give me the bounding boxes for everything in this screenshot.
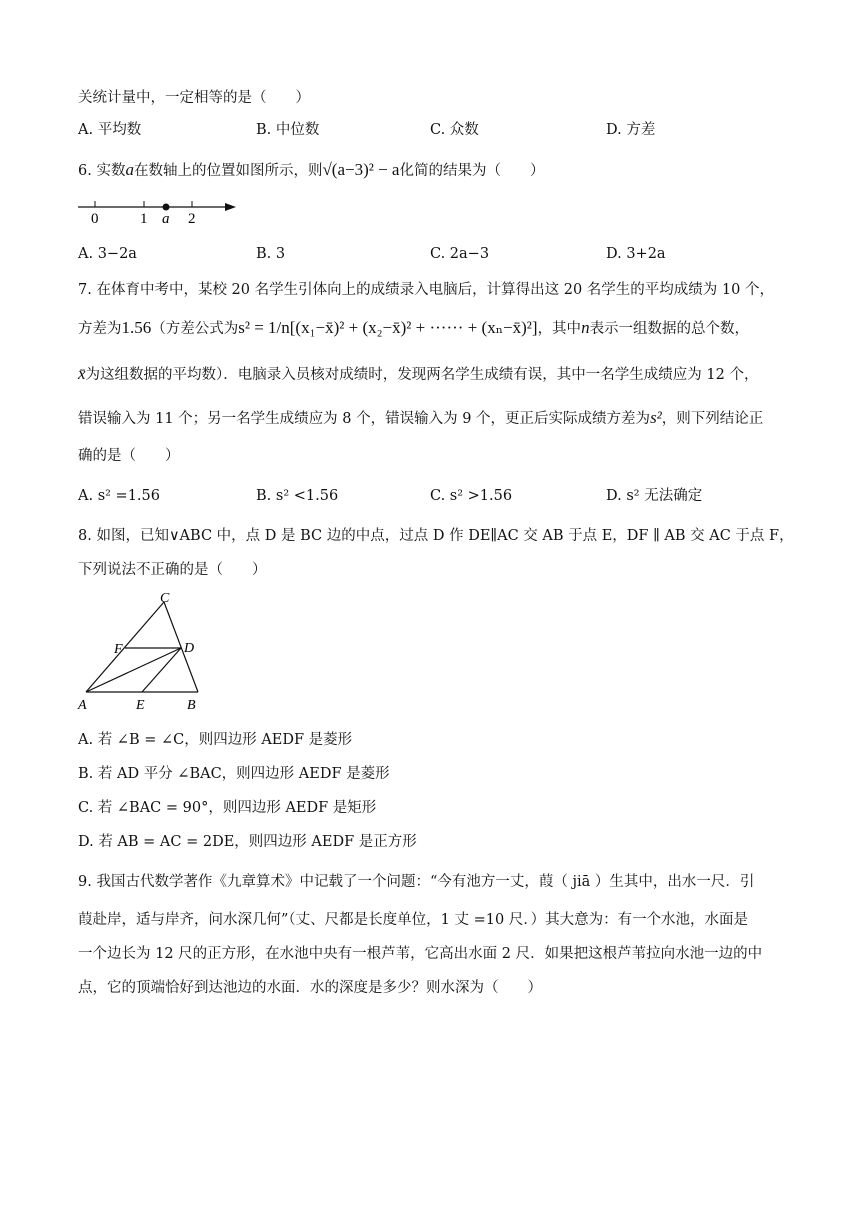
q7-line3-text: 为这组数据的平均数）．电脑录入员核对成绩时，发现两名学生成绩有误，其中一名学生成绩应为 12 个， [85,367,759,383]
segment-ed [142,648,181,692]
variance-formula: s² = 1/n[(x₁−x̄)² + (x₂−x̄)² + ······ + (xₙ−x̄)²] [238,318,538,337]
q7-line3-xbar: x̄ [78,364,86,383]
q6-options [78,244,778,264]
q6-formula: √(a−3)² − a [322,160,400,179]
q8-line1: 8. 如图，已知∨ABC 中，点 D 是 BC 边的中点，过点 D 作 DE∥AC 交 AB 于点 E，DF ∥ AB 交 AC 于点 F， [78,528,794,544]
q8-option-b: B. 若 AD 平分 ∠BAC，则四边形 AEDF 是菱形 [78,766,390,782]
q6-mid: 在数轴上的位置如图所示，则 [133,163,323,179]
q9-line1: 9. 我国古代数学著作《九章算术》中记载了一个问题：“今有池方一丈，葭（ jiā ）生其中，出水一尺．引 [78,874,755,890]
triangle-figure [74,592,214,714]
q7-option-b: B. s² <1.56 [256,488,339,504]
q5-tail: 关统计量中，一定相等的是（ ） [78,90,310,106]
q6-option-c: C. 2a−3 [430,246,490,262]
q7-line5: 确的是（ ） [78,448,180,464]
q6-option-a: A. 3−2a [78,246,137,262]
q5-option-d: D. 方差 [606,122,656,138]
axis-label-a: a [162,211,170,226]
q8-option-c: C. 若 ∠BAC = 90°，则四边形 AEDF 是矩形 [78,800,377,816]
q7-line2-d: 表示一组数据的总个数， [589,321,750,337]
q6-var-a: a [125,160,134,179]
q9-line2: 葭赴岸，适与岸齐，问水深几何”（丈、尺都是长度单位，1 丈 =10 尺．）其大意为：有一个水池，水面是 [78,912,749,928]
q8-option-a: A. 若 ∠B = ∠C，则四边形 AEDF 是菱形 [78,732,353,748]
q6-tail: 化简的结果为（ ） [399,163,545,179]
label-e: E [136,698,145,713]
label-a: A [78,698,87,713]
q7-option-a: A. s² =1.56 [78,488,160,504]
q7-line3 [78,364,758,385]
q7-line2 [78,318,749,339]
q6-stem [78,160,544,181]
q6-option-d: D. 3+2a [606,246,666,262]
label-d: D [184,641,195,656]
q7-line2-c: ，其中 [537,321,582,337]
q7-line1: 7. 在体育中考中，某校 20 名学生引体向上的成绩录入电脑后，计算得出这 20 名学生的平均成绩为 10 个， [78,282,774,298]
segment-ad [86,648,181,692]
q7-line4 [78,408,763,429]
q6-option-b: B. 3 [256,246,286,262]
q6-lead: 6. 实数 [78,163,126,179]
q7-line4-b: ，则下列结论正 [661,411,764,427]
q9-line3: 一个边长为 12 尺的正方形，在水池中央有一根芦苇，它高出水面 2 尺．如果把这根芦苇拉向水池一边的中 [78,946,763,962]
q7-options [78,486,778,506]
label-c: C [160,592,170,606]
axis-label-2: 2 [188,211,196,226]
q5-options [78,120,778,140]
q7-option-c: C. s² >1.56 [430,488,513,504]
axis-label-1: 1 [140,211,148,226]
q7-line2-value: 1.56 [121,318,152,337]
q8-line2: 下列说法不正确的是（ ） [78,562,267,578]
number-line-arrow [225,203,236,211]
axis-label-0: 0 [91,211,99,226]
q7-option-d: D. s² 无法确定 [606,488,703,504]
q5-option-c: C. 众数 [430,122,479,138]
label-f: F [114,642,123,657]
side-ac [86,602,164,692]
q5-option-b: B. 中位数 [256,122,320,138]
q8-option-d: D. 若 AB = AC = 2DE，则四边形 AEDF 是正方形 [78,834,417,850]
q5-option-a: A. 平均数 [78,122,142,138]
q7-line2-b: （方差公式为 [151,321,239,337]
point-a [163,204,170,211]
number-line [78,196,248,226]
q9-line4: 点，它的顶端恰好到达池边的水面．水的深度是多少？则水深为（ ） [78,980,542,996]
q7-line2-a: 方差为 [78,321,122,337]
q7-line2-n: n [581,318,590,337]
q7-line4-a: 错误输入为 11 个；另一名学生成绩应为 8 个，错误输入为 9 个，更正后实际成绩方差为 [78,411,651,427]
label-b: B [187,698,196,713]
q7-line4-s: s² [650,408,662,427]
